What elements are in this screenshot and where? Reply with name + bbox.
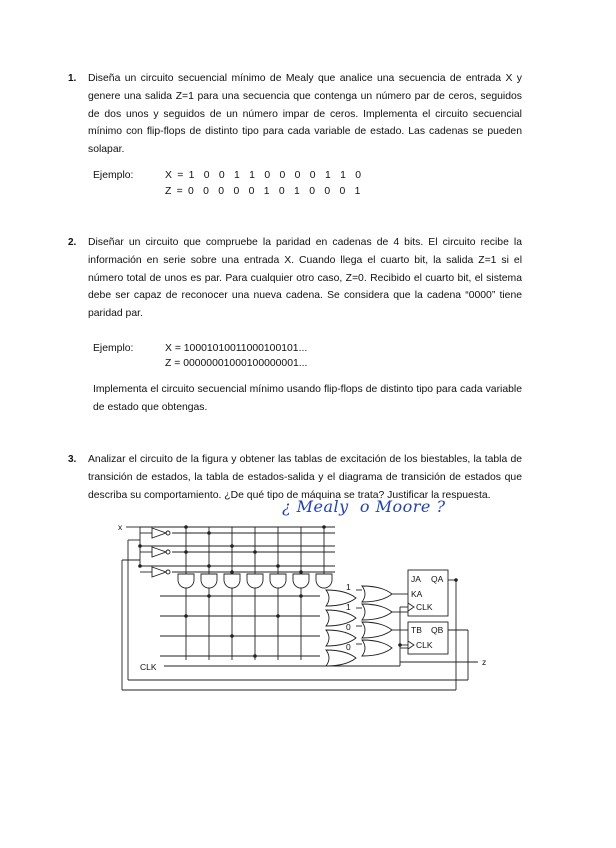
problem-2-extra-text: Implementa el circuito secuencial mínimo usando flip-flops de distinto tipo para cada variable de estado que obtengas. [93, 384, 522, 413]
problem-1-number: 1. [68, 73, 77, 84]
problem-1-example-label: Ejemplo: [93, 170, 134, 181]
ff-a-clk-label: CLK [416, 602, 433, 612]
problem-2-number: 2. [68, 237, 77, 248]
problem-2-text: Diseñar un circuito que compruebe la paridad en cadenas de 4 bits. El circuito recibe la información en serie sobre una entrada X. Cuando llega el cuarto bit, la salida Z=1 si el número total de unos es par. Para cualquier otro caso, Z=0. Recibido el cuarto bit, el sistema debe ser capaz de reconocer una nueva cadena. Se considera que la cadena “0000” tiene paridad par. [88, 237, 522, 320]
ff-b-t-label: TB [411, 625, 422, 635]
problem-1-example-z: Z = 0 0 0 0 0 1 0 1 0 0 0 1 [165, 186, 362, 197]
const-1: 1 [346, 582, 351, 592]
problem-2-example-z: Z = 00000001000100000001... [165, 358, 308, 369]
problem-1-example-x: X = 1 0 0 1 1 0 0 0 0 1 1 0 [165, 170, 363, 181]
ff-a-j-label: JA [411, 574, 421, 584]
ff-a-q-label: QA [431, 574, 444, 584]
const-3: 0 [346, 622, 351, 632]
ff-b-q-label: QB [431, 625, 444, 635]
circuit-output-label: z [482, 657, 487, 667]
problem-3-number: 3. [68, 454, 77, 465]
ff-a-k-label: KA [411, 589, 423, 599]
problem-2-example-x: X = 10001010011000100101... [165, 343, 308, 354]
const-4: 0 [346, 642, 351, 652]
handwritten-note: ¿ Mealy o Moore ? [282, 497, 446, 516]
problem-2-example-label: Ejemplo: [93, 343, 134, 354]
problem-3-text: Analizar el circuito de la figura y obtener las tablas de excitación de los biestables, la tabla de transición de estados, la tabla de estados-salida y el diagrama de transición de estados que describa su comportamiento. ¿De qué tipo de máquina se trata? Justificar la respuesta. [88, 454, 522, 501]
circuit-input-label: x [118, 522, 123, 532]
problem-1-text: Diseña un circuito secuencial mínimo de Mealy que analice una secuencia de entrada X y genere una salida Z=1 para una secuencia que contenga un número par de ceros, seguidos de dos unos y seguidos de un número impar de ceros. Implementa el circuito secuencial mínimo con flip-flops de distinto tipo para cada variable de estado. Las cadenas se pueden solapar. [88, 73, 522, 156]
ff-b-clk-label: CLK [416, 640, 433, 650]
circuit-clock-label: CLK [140, 662, 157, 672]
const-2: 1 [346, 602, 351, 612]
